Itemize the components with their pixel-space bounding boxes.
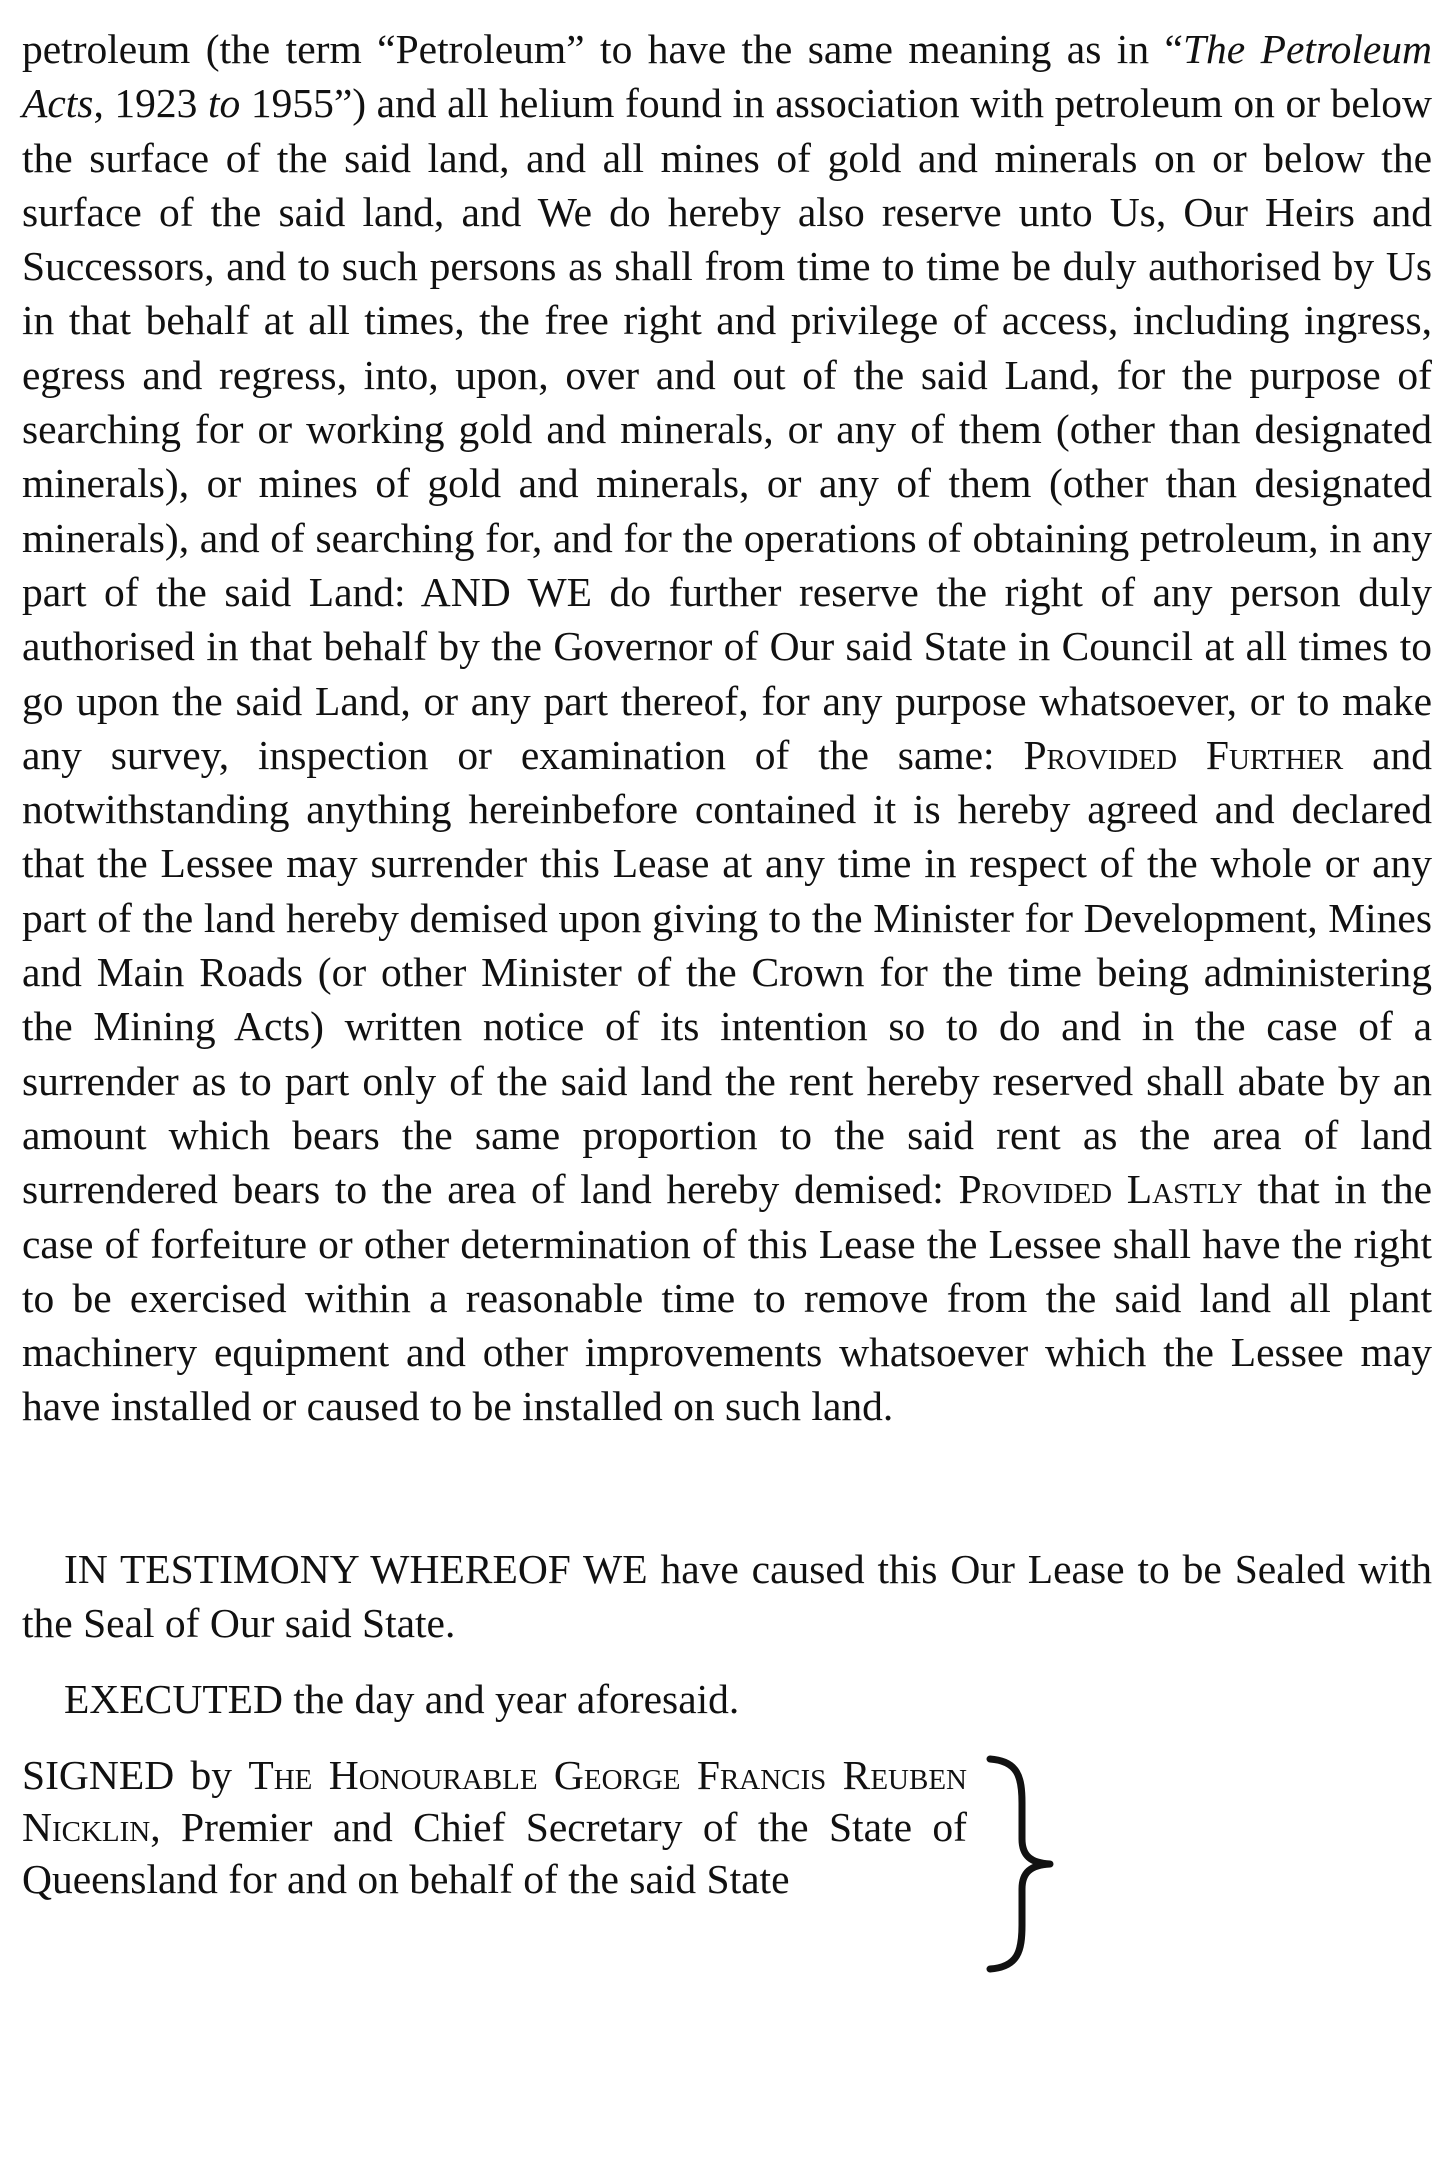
signed-rest: , Premier and Chief Secretary of the State of Queensland for and on behalf of the said State <box>22 1803 967 1902</box>
signature-block <box>22 1749 1432 1979</box>
right-curly-brace-icon <box>984 1755 1056 1973</box>
signed-lead: SIGNED by <box>22 1751 249 1798</box>
signed-by-text <box>22 1749 967 1905</box>
executed-paragraph: EXECUTED the day and year aforesaid. <box>64 1676 740 1723</box>
lease-reservation-paragraph <box>22 22 1432 1434</box>
text-segment: petroleum (the term “Petroleum” to have the same meaning as in “ <box>22 26 1183 72</box>
testimony-paragraph: IN TESTIMONY WHEREOF WE have caused this Our Lease to be Sealed with the Seal of Our said State. <box>22 1545 1432 1647</box>
provided-further-heading: Provided Further <box>1023 731 1344 778</box>
text-segment: that in the case of forfeiture or other determination of this Lease the Lessee shall have the right to be exercised within a reasonable time to remove from the said land all plant machinery equipment and other improvements whatsoever which the Lessee may have installed or caused to be installed on such land. <box>22 1166 1432 1430</box>
italic-to: to <box>207 80 241 127</box>
text-segment: , 1923 <box>93 80 208 127</box>
text-segment: 1955”) and all helium found in association with petroleum on or below the surface of the said land, and all mines of gold and minerals on or below the surface of the said land, and We do hereby also reserve unto Us, Our Heirs and Successors, and to such persons as shall from time to time be duly authorised by Us in that behalf at all times, the free right and privilege of access, including ingress, egress and regress, into, upon, over and out of the said Land, for the purpose of searching for or working gold and minerals, or any of them (other than designated minerals), or mines of gold and minerals, or any of them (other than designated minerals), and of searching for, and for the operations of obtaining petroleum, in any part of the said Land: AND WE do further reserve the right of any person duly authorised in that behalf by the Governor of Our said State in Council at all times to go upon the said Land, or any part thereof, for any purpose whatsoever, or to make any survey, inspection or examination of the same: <box>22 80 1432 778</box>
signatory-name: The Honourable George Francis Reuben Nicklin <box>22 1751 967 1850</box>
italic-act-title: The Petroleum Acts <box>22 26 1432 127</box>
text-segment: and notwithstanding anything hereinbefore contained it is hereby agreed and declared that the Lessee may surrender this Lease at any time in respect of the whole or any part of the land hereby demised upon giving to the Minister for Development, Mines and Main Roads (or other Minister of the Crown for the time being administering the Mining Acts) written notice of its intention so to do and in the case of a surrender as to part only of the said land the rent hereby reserved shall abate by an amount which bears the same proportion to the said rent as the area of land surrendered bears to the area of land hereby demised: <box>22 731 1432 1213</box>
document-page <box>22 22 1432 1979</box>
provided-lastly-heading: Provided Lastly <box>958 1166 1243 1213</box>
